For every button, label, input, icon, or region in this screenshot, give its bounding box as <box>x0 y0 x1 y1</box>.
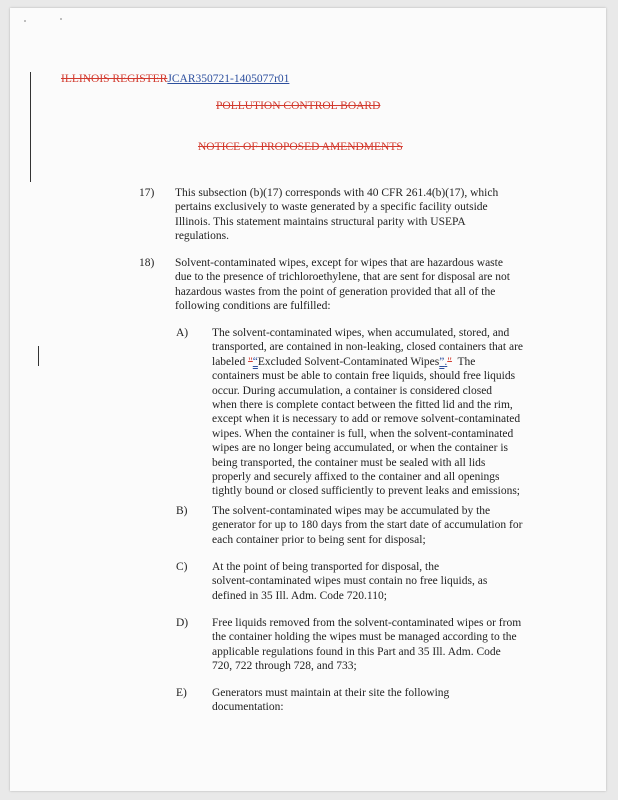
text-line: pertains exclusively to waste generated by a specific facility outside <box>175 201 488 214</box>
subparagraph-b-number: B) <box>176 505 188 517</box>
subparagraph-d-number: D) <box>176 617 189 629</box>
text-line: Generators must maintain at their site the following <box>212 687 450 699</box>
text-line: generator for up to 180 days from the start date of accumulation for <box>212 519 523 532</box>
subparagraph-b-text <box>212 504 522 547</box>
subparagraph-a-text <box>212 326 523 499</box>
text-fragment: The <box>451 355 476 368</box>
text-line: transported, are contained in non-leaking, closed containers that are <box>212 341 524 354</box>
scan-speck <box>60 18 62 20</box>
text-line: due to the presence of trichloroethylene, that are sent for disposal are not <box>175 271 510 284</box>
text-line: Free liquids removed from the solvent-contaminated wipes or from <box>212 617 522 629</box>
inserted-quote: “ <box>252 355 258 368</box>
text-line: The solvent-contaminated wipes, when accumulated, stored, and <box>212 327 510 339</box>
text-line: At the point of being transported for disposal, the <box>212 561 440 573</box>
subparagraph-c-number: C) <box>176 561 188 573</box>
text-line: wipes. When the container is full, when the solvent-contaminated <box>212 427 514 440</box>
text-line: The solvent-contaminated wipes may be accumulated by the <box>212 505 491 517</box>
text-line: except when it is necessary to add or remove solvent-contaminated <box>212 413 521 426</box>
text-line: when there is complete contact between the fitted lid and the rim, <box>212 399 513 412</box>
register-inserted-text: JCAR350721-1405077r01 <box>167 73 290 85</box>
paragraph-17-text <box>175 186 498 244</box>
label-text: Excluded Solvent-Contaminated Wipes <box>257 355 440 368</box>
text-line: defined in 35 Ill. Adm. Code 720.110; <box>212 589 387 602</box>
register-deleted-text: ILLINOIS REGISTER <box>61 73 168 85</box>
text-line: hazardous wastes from the point of generation provided that all of the <box>175 285 496 298</box>
text-line: applicable regulations found in this Part and 35 Ill. Adm. Code <box>212 645 501 658</box>
text-line: 720, 722 through 728, and 733; <box>212 660 357 673</box>
scan-speck <box>24 20 26 22</box>
register-header <box>61 73 289 85</box>
inserted-quote: ” <box>439 355 445 368</box>
text-line: Illinois. This statement maintains structural parity with USEPA <box>175 215 466 228</box>
text-line: each container prior to being sent for disposal; <box>212 533 426 546</box>
subparagraph-a-number: A) <box>176 327 189 339</box>
paragraph-18-number: 18) <box>139 257 155 269</box>
text-line: Solvent-contaminated wipes, except for wipes that are hazardous waste <box>175 257 503 269</box>
text-line: documentation: <box>212 701 284 714</box>
text-line: occur. During accumulation, a container is considered closed <box>212 384 493 397</box>
board-title: POLLUTION CONTROL BOARD <box>216 100 381 112</box>
text-fragment: labeled <box>212 355 249 368</box>
subparagraph-e-number: E) <box>176 687 187 699</box>
text-line: properly and securely affixed to the container and all openings <box>212 471 500 484</box>
text-line: solvent-contaminated wipes must contain no free liquids, as <box>212 575 488 588</box>
subparagraph-d-text <box>212 616 521 674</box>
inserted-period: . <box>444 355 448 368</box>
text-line: wipes are no longer being accumulated, or when the container is <box>212 442 509 455</box>
deleted-quote: " <box>248 355 253 368</box>
deleted-quote: " <box>447 355 452 368</box>
change-bar <box>38 346 39 366</box>
text-line-with-edits <box>212 355 523 369</box>
paragraph-17-number: 17) <box>139 187 155 199</box>
text-line: This subsection (b)(17) corresponds with 40 CFR 261.4(b)(17), which <box>175 187 499 199</box>
document-page <box>10 8 606 791</box>
change-bar <box>30 72 31 182</box>
text-line: being transported, the container must be sealed with all lids <box>212 456 486 469</box>
text-line: following conditions are fulfilled: <box>175 300 331 313</box>
text-line: containers must be able to contain free liquids, should free liquids <box>212 370 516 383</box>
text-line: regulations. <box>175 230 229 243</box>
paragraph-18-text <box>175 256 510 314</box>
notice-title: NOTICE OF PROPOSED AMENDMENTS <box>198 141 403 153</box>
subparagraph-c-text <box>212 560 487 603</box>
text-line: tightly bound or closed sufficiently to prevent leaks and emissions; <box>212 485 521 498</box>
text-line: the container holding the wipes must be managed according to the <box>212 631 517 644</box>
subparagraph-e-text <box>212 686 449 715</box>
